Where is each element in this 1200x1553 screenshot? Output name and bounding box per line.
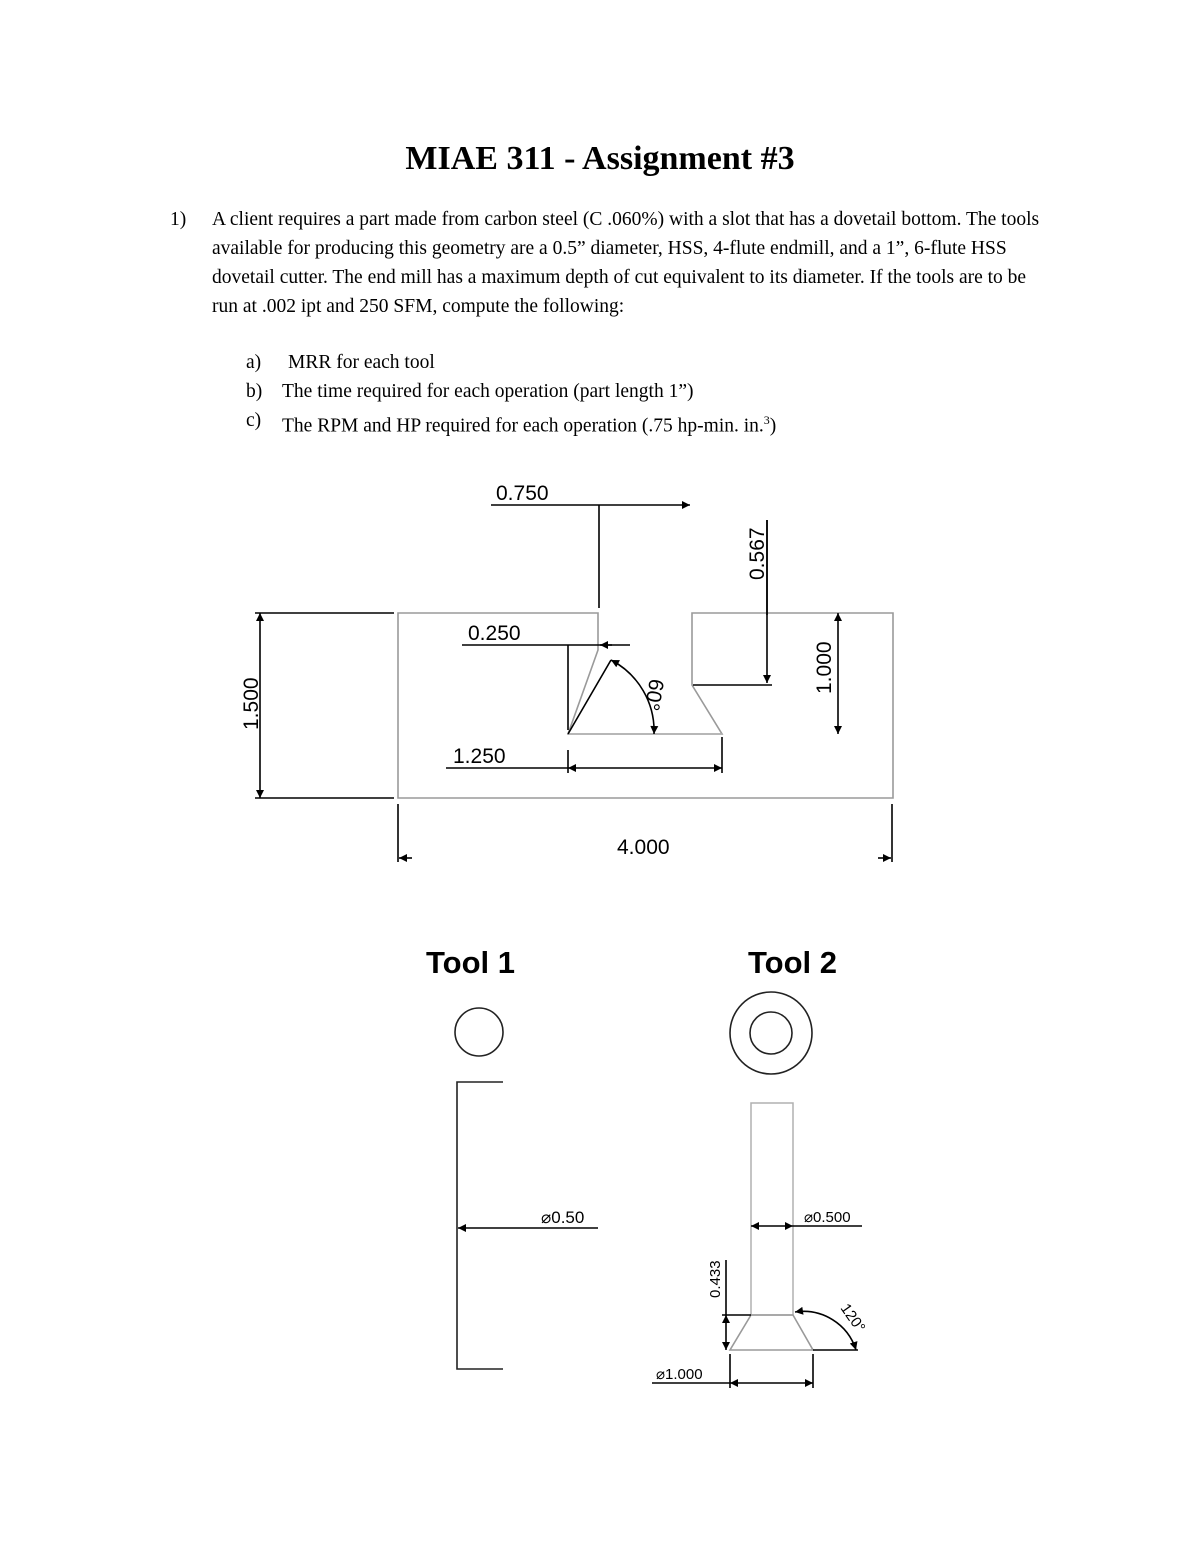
tool-2-cutter xyxy=(730,1315,813,1350)
tool-1-end-view xyxy=(455,1008,503,1056)
dim-label: 60° xyxy=(639,677,668,713)
dim-label: ⌀0.500 xyxy=(804,1209,851,1226)
tool-2-end-view-inner xyxy=(750,1012,792,1054)
tool-2-drawing xyxy=(652,945,868,1388)
dim-height xyxy=(240,613,394,798)
dim-label: 0.750 xyxy=(496,482,549,505)
superscript: 3 xyxy=(763,413,770,427)
dim-depth-right xyxy=(693,520,772,685)
dim-label: 4.000 xyxy=(617,836,670,859)
dim-label: 120° xyxy=(836,1300,869,1336)
dim-slot-depth xyxy=(813,613,838,734)
tool-2-end-view-outer xyxy=(730,992,812,1074)
dim-label: 0.567 xyxy=(746,527,769,580)
angle-leg xyxy=(568,660,611,734)
question-number: 1) xyxy=(170,209,187,230)
part-drawing xyxy=(240,482,893,862)
tool-1-drawing xyxy=(426,945,598,1369)
question-text: A client requires a part made from carbon steel (C .060%) with a slot that has a dovetail bottom. The tools available for producing this geometry are a 0.5” diameter, HSS, 4-flute endmill, and a 1”, 6-flute HSS dovetail cutter. The end mill has a maximum depth of cut equivalent to its diameter. If the tools are to be run at .002 ipt and 250 SFM, compute the following: xyxy=(212,209,1040,317)
page-title: MIAE 311 - Assignment #3 xyxy=(405,140,795,177)
dim-label: 1.250 xyxy=(453,745,506,768)
dim-label: 0.250 xyxy=(468,622,521,645)
subpart-letter: a) xyxy=(246,352,262,373)
subpart-text: The time required for each operation (part length 1”) xyxy=(282,381,694,402)
subpart-text: MRR for each tool xyxy=(288,352,435,373)
dim-label: ⌀0.50 xyxy=(541,1208,585,1227)
dim-offset xyxy=(462,622,630,730)
dim-label: ⌀1.000 xyxy=(656,1366,703,1383)
subpart-text-main: The RPM and HP required for each operation (.75 hp-min. in. xyxy=(282,415,764,437)
dim-label: 1.000 xyxy=(813,641,836,694)
tool-2-label: Tool 2 xyxy=(748,945,837,980)
tool-1-label: Tool 1 xyxy=(426,945,515,980)
dim-slot-bottom xyxy=(446,737,722,773)
dim-top-width xyxy=(491,482,690,608)
dim-angle xyxy=(568,660,668,734)
tool-1-side-view xyxy=(457,1082,503,1369)
subpart-text-suffix: ) xyxy=(769,415,777,437)
tool-2-shank xyxy=(751,1103,793,1315)
subpart-letter: c) xyxy=(246,410,262,431)
subpart-letter: b) xyxy=(246,381,263,402)
dim-label: 1.500 xyxy=(240,677,263,730)
dim-length xyxy=(398,804,892,862)
dim-label: 0.433 xyxy=(707,1260,724,1298)
